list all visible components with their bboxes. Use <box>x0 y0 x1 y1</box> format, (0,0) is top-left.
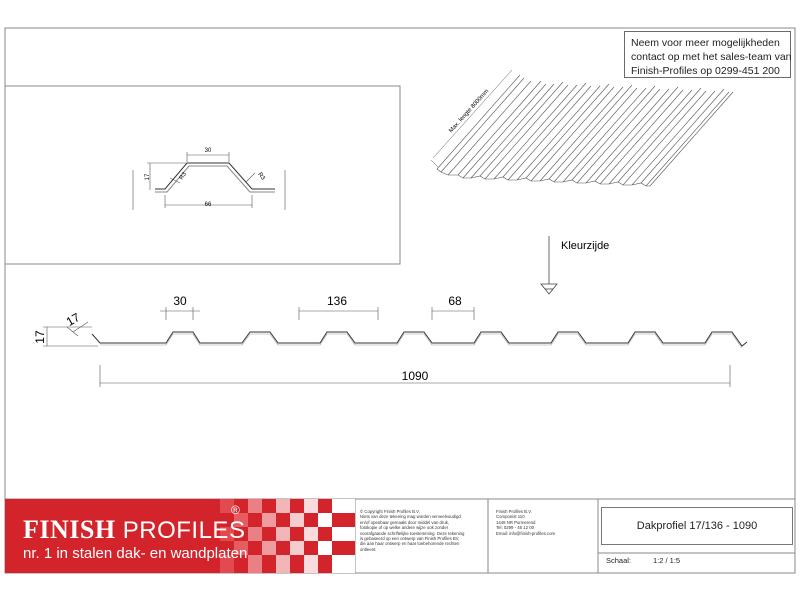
sheet-3d-view <box>431 70 733 186</box>
copyright-notice <box>360 509 488 552</box>
dim-1090: 1090 <box>401 369 429 383</box>
main-dimensions <box>43 307 730 387</box>
note-line-2: contact op met het sales-team van <box>631 51 792 63</box>
detail-dim-top: 30 <box>204 148 212 154</box>
detail-box <box>5 86 400 264</box>
dim-17-side: 17 <box>33 330 47 344</box>
company-address <box>496 509 596 536</box>
copyright-line: © Copyright Finish Profiles B.V. <box>360 509 420 514</box>
sheet-max-length: Max. lengte 8000mm <box>448 88 491 135</box>
color-side-arrow <box>541 236 557 294</box>
drawing-title: Dakprofiel 17/136 - 1090 <box>636 520 758 532</box>
sales-note <box>624 31 791 78</box>
drawing-title-box <box>601 507 793 545</box>
company-line: 1448 NR Purmerend <box>496 519 536 525</box>
copyright-line: Niets van deze tekening mag worden verveelvoudigd <box>360 514 461 520</box>
copyright-line: ontleent. <box>360 546 377 552</box>
brand-rest: PROFILES <box>115 517 246 544</box>
copyright-line: fotokopie of op welke andere wijze ook zonder <box>360 525 449 531</box>
leader-r-right <box>246 173 255 182</box>
dim-17-diag: 17 <box>63 310 83 329</box>
detail-radius-inner: R3 <box>178 171 189 182</box>
brand-slogan: nr. 1 in stalen dak- en wandplaten <box>23 545 248 562</box>
brand-logo <box>5 499 355 573</box>
detail-profile <box>155 163 275 192</box>
detail-dim-height: 17 <box>145 173 151 181</box>
main-profile <box>92 332 747 348</box>
brand-wordmark <box>23 515 245 545</box>
copyright-line: en/of openbaar gemaakt door middel van druk, <box>360 519 450 525</box>
scale-value: 1:2 / 1:5 <box>653 556 681 565</box>
color-side-label: Kleurzijde <box>561 240 610 252</box>
dim-68: 68 <box>448 294 462 308</box>
company-line: Tel: 0299 - 45 12 00 <box>496 525 534 531</box>
copyright-line: is gebaseerd op een ontwerp van Finish Profiles BV, <box>360 536 460 542</box>
copyright-line: die aan haar ontwerp en haar toebehorende rechten <box>360 541 460 547</box>
scale-label: Schaal: <box>606 556 632 565</box>
brand-bold: FINISH <box>23 515 116 544</box>
company-line: Componist 110 <box>496 514 525 520</box>
detail-radius-outer: R3 <box>256 171 266 182</box>
dim-136: 136 <box>326 294 348 308</box>
company-line: Finish Profiles B.V. <box>496 509 532 514</box>
title-block <box>5 499 795 573</box>
note-line-3: Finish-Profiles op 0299-451 200 <box>631 65 780 77</box>
note-line-1: Neem voor meer mogelijkheden <box>631 37 780 49</box>
copyright-line: voorafgaande schriftelijke toestemming. Deze tekening <box>360 530 465 536</box>
dim-30: 30 <box>173 294 187 308</box>
detail-dim-base: 66 <box>204 202 212 208</box>
registered-mark: ® <box>231 503 240 517</box>
company-line: Email: info@finish-profiles.com <box>496 530 556 536</box>
